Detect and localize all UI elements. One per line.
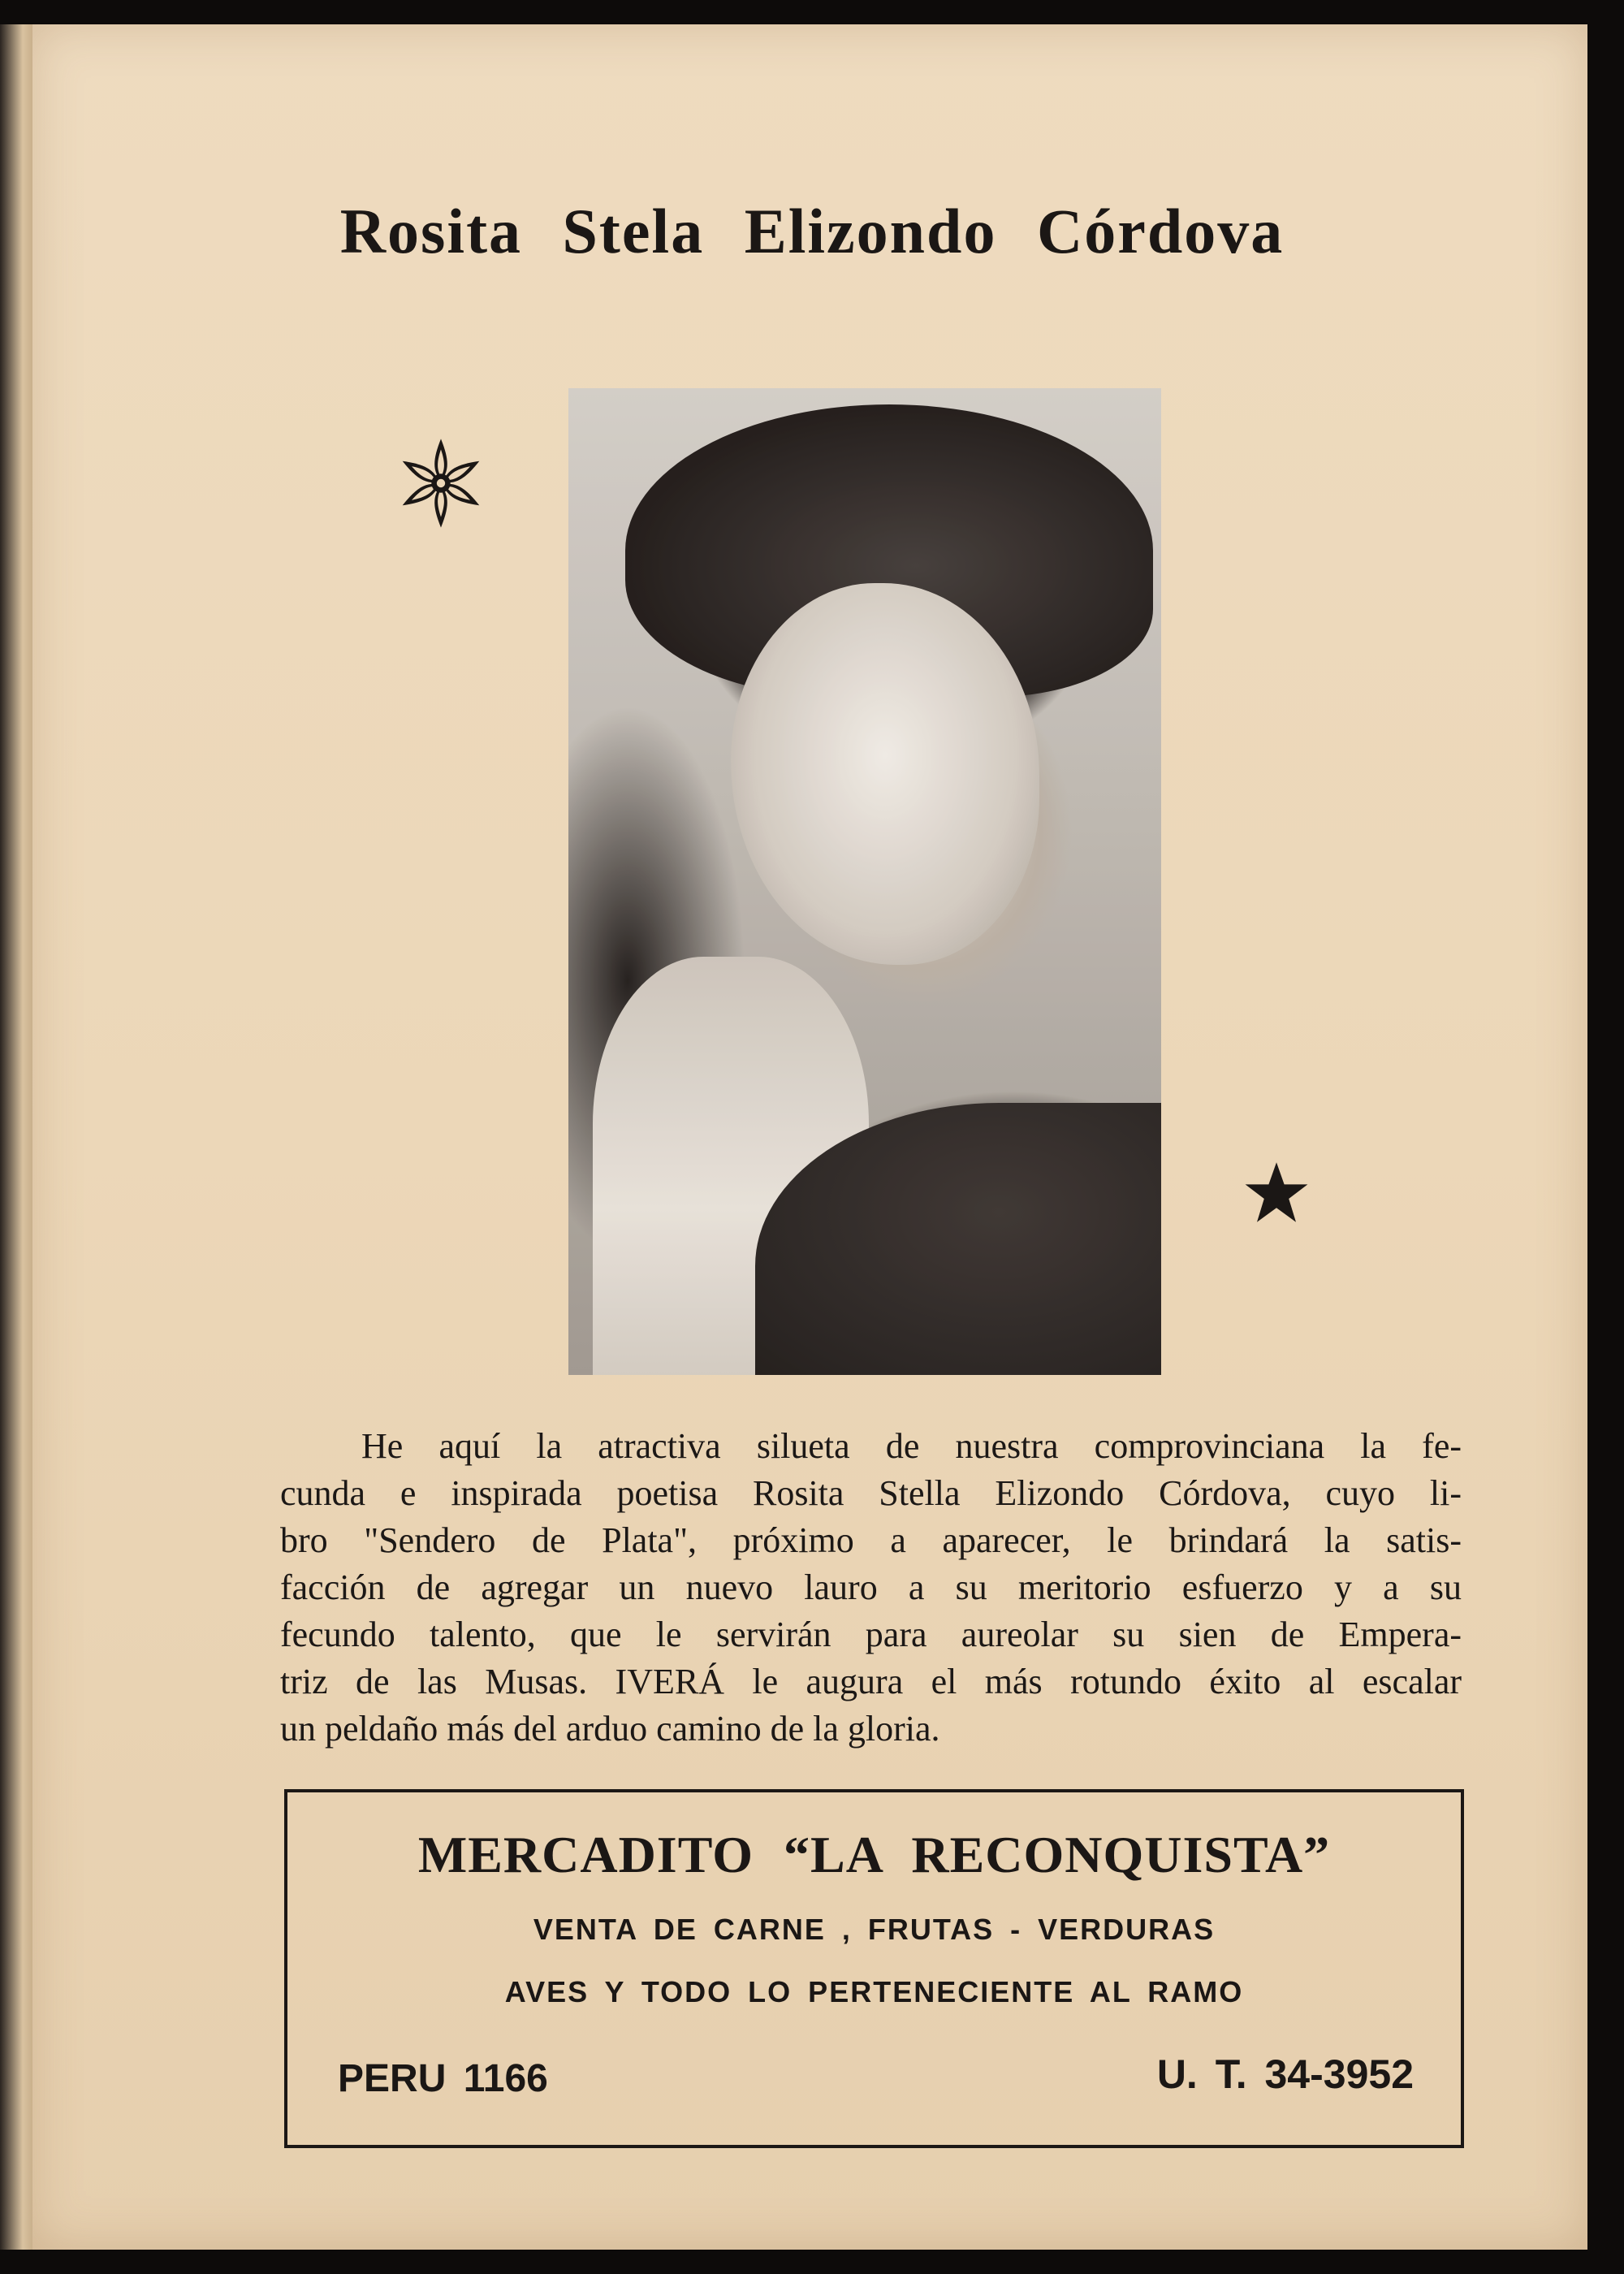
ad-line-products: VENTA DE CARNE , FRUTAS - VERDURAS <box>533 1913 1216 1946</box>
paragraph-line: un peldaño más del arduo camino de la gloria. <box>280 1709 940 1749</box>
paragraph-line: cunda e inspirada poetisa Rosita Stella Elizondo Córdova, cuyo li- <box>280 1473 1462 1513</box>
page-gutter <box>0 24 32 2250</box>
paragraph-line: He aquí la atractiva silueta de nuestra comprovinciana la fe- <box>361 1426 1462 1466</box>
photo-face <box>731 583 1039 965</box>
article-paragraph <box>280 1423 1462 1753</box>
paragraph-line: bro "Sendero de Plata", próximo a aparecer, le brindará la satis- <box>280 1520 1462 1560</box>
paragraph-line: facción de agregar un nuevo lauro a su meritorio esfuerzo y a su <box>280 1567 1462 1607</box>
ad-address: PERU 1166 <box>338 2057 548 2100</box>
paragraph-line: fecundo talento, que le servirán para aureolar su sien de Empera- <box>280 1615 1462 1654</box>
star-icon <box>1244 1160 1309 1225</box>
ad-title: MERCADITO “LA RECONQUISTA” <box>417 1826 1331 1883</box>
flower-icon <box>388 430 494 536</box>
paragraph-line: triz de las Musas. IVERÁ le augura el más rotundo éxito al escalar <box>280 1662 1462 1701</box>
advertisement-box <box>284 1789 1464 2148</box>
page-title: Rosita Stela Elizondo Córdova <box>339 196 1285 266</box>
portrait-photo <box>568 388 1161 1375</box>
ad-line-extra: AVES Y TODO LO PERTENECIENTE AL RAMO <box>504 1975 1244 2008</box>
ad-phone: U. T. 34-3952 <box>1156 2051 1414 2097</box>
page-edge <box>1587 0 1624 2274</box>
